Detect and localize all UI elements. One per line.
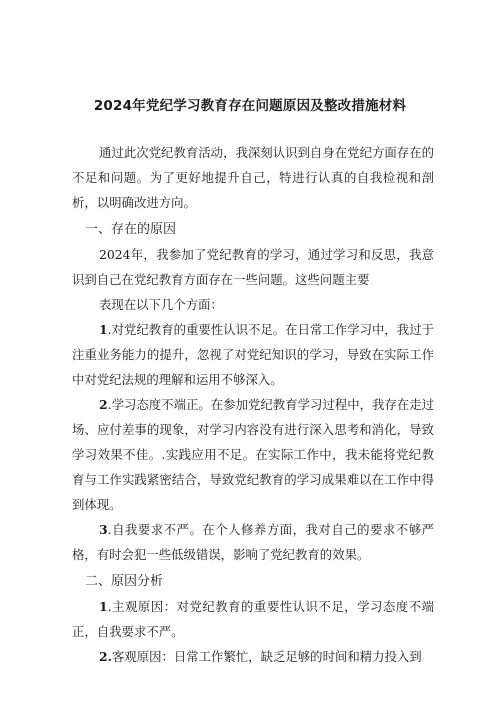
list-item-2 [72,392,434,517]
list-item-3 [72,517,434,567]
document-title: 2024年党纪学习教育存在问题原因及整改措施材料 [93,98,407,114]
list-item-2-text: .学习态度不端正。在参加党纪教育学习过程中，我存在走过场、应付差事的现象，对学习内容没有进行深入思考和消化，导致学习效果不佳。.实践应用不足。在实际工作中，我未能将党纪教育与工作实践紧密结合，导致党纪教育的学习成果难以在工作中得到体现。 [72,397,434,512]
reason-item-1-text: .主观原因：对党纪教育的重要性认识不足，学习态度不端正，自我要求不严。 [72,599,434,639]
section1-intro-paragraph: 2024年，我参加了党纪教育的学习，通过学习和反思，我意识到自己在党纪教育方面存在一些问题。这些问题主要 [72,247,434,287]
section1-lead-paragraph: 表现在以下几个方面： [99,297,223,312]
reason-item-2-text: 客观原因：日常工作繁忙，缺乏足够的时间和精力投入到 [111,649,422,664]
list-item-1-text: .对党纪教育的重要性认识不足。在日常工作学习中，我过于注重业务能力的提升，忽视了对党纪知识的学习，导致在实际工作中对党纪法规的理解和运用不够深入。 [72,322,434,387]
document-body [72,140,434,669]
section-heading-reasons: 一、存在的原因 [85,222,177,237]
list-item-1 [72,317,434,392]
section-heading-analysis: 二、原因分析 [85,574,164,589]
list-item-2-number: 2 [99,397,108,412]
reason-item-2-number: 2. [99,649,112,664]
reason-item-1-number: 1 [99,599,108,614]
list-item-1-number: 1 [99,322,108,337]
list-item-3-number: 3 [99,522,108,537]
reason-item-2 [72,644,434,669]
list-item-3-text: .自我要求不严。在个人修养方面，我对自己的要求不够严格，有时会犯一些低级错误，影响了党纪教育的效果。 [72,522,434,562]
reason-item-1 [72,594,434,644]
intro-paragraph: 通过此次党纪教育活动，我深刻认识到自身在党纪方面存在的不足和问题。为了更好地提升自己，特进行认真的自我检视和剖析，以明确改进方向。 [72,145,434,210]
